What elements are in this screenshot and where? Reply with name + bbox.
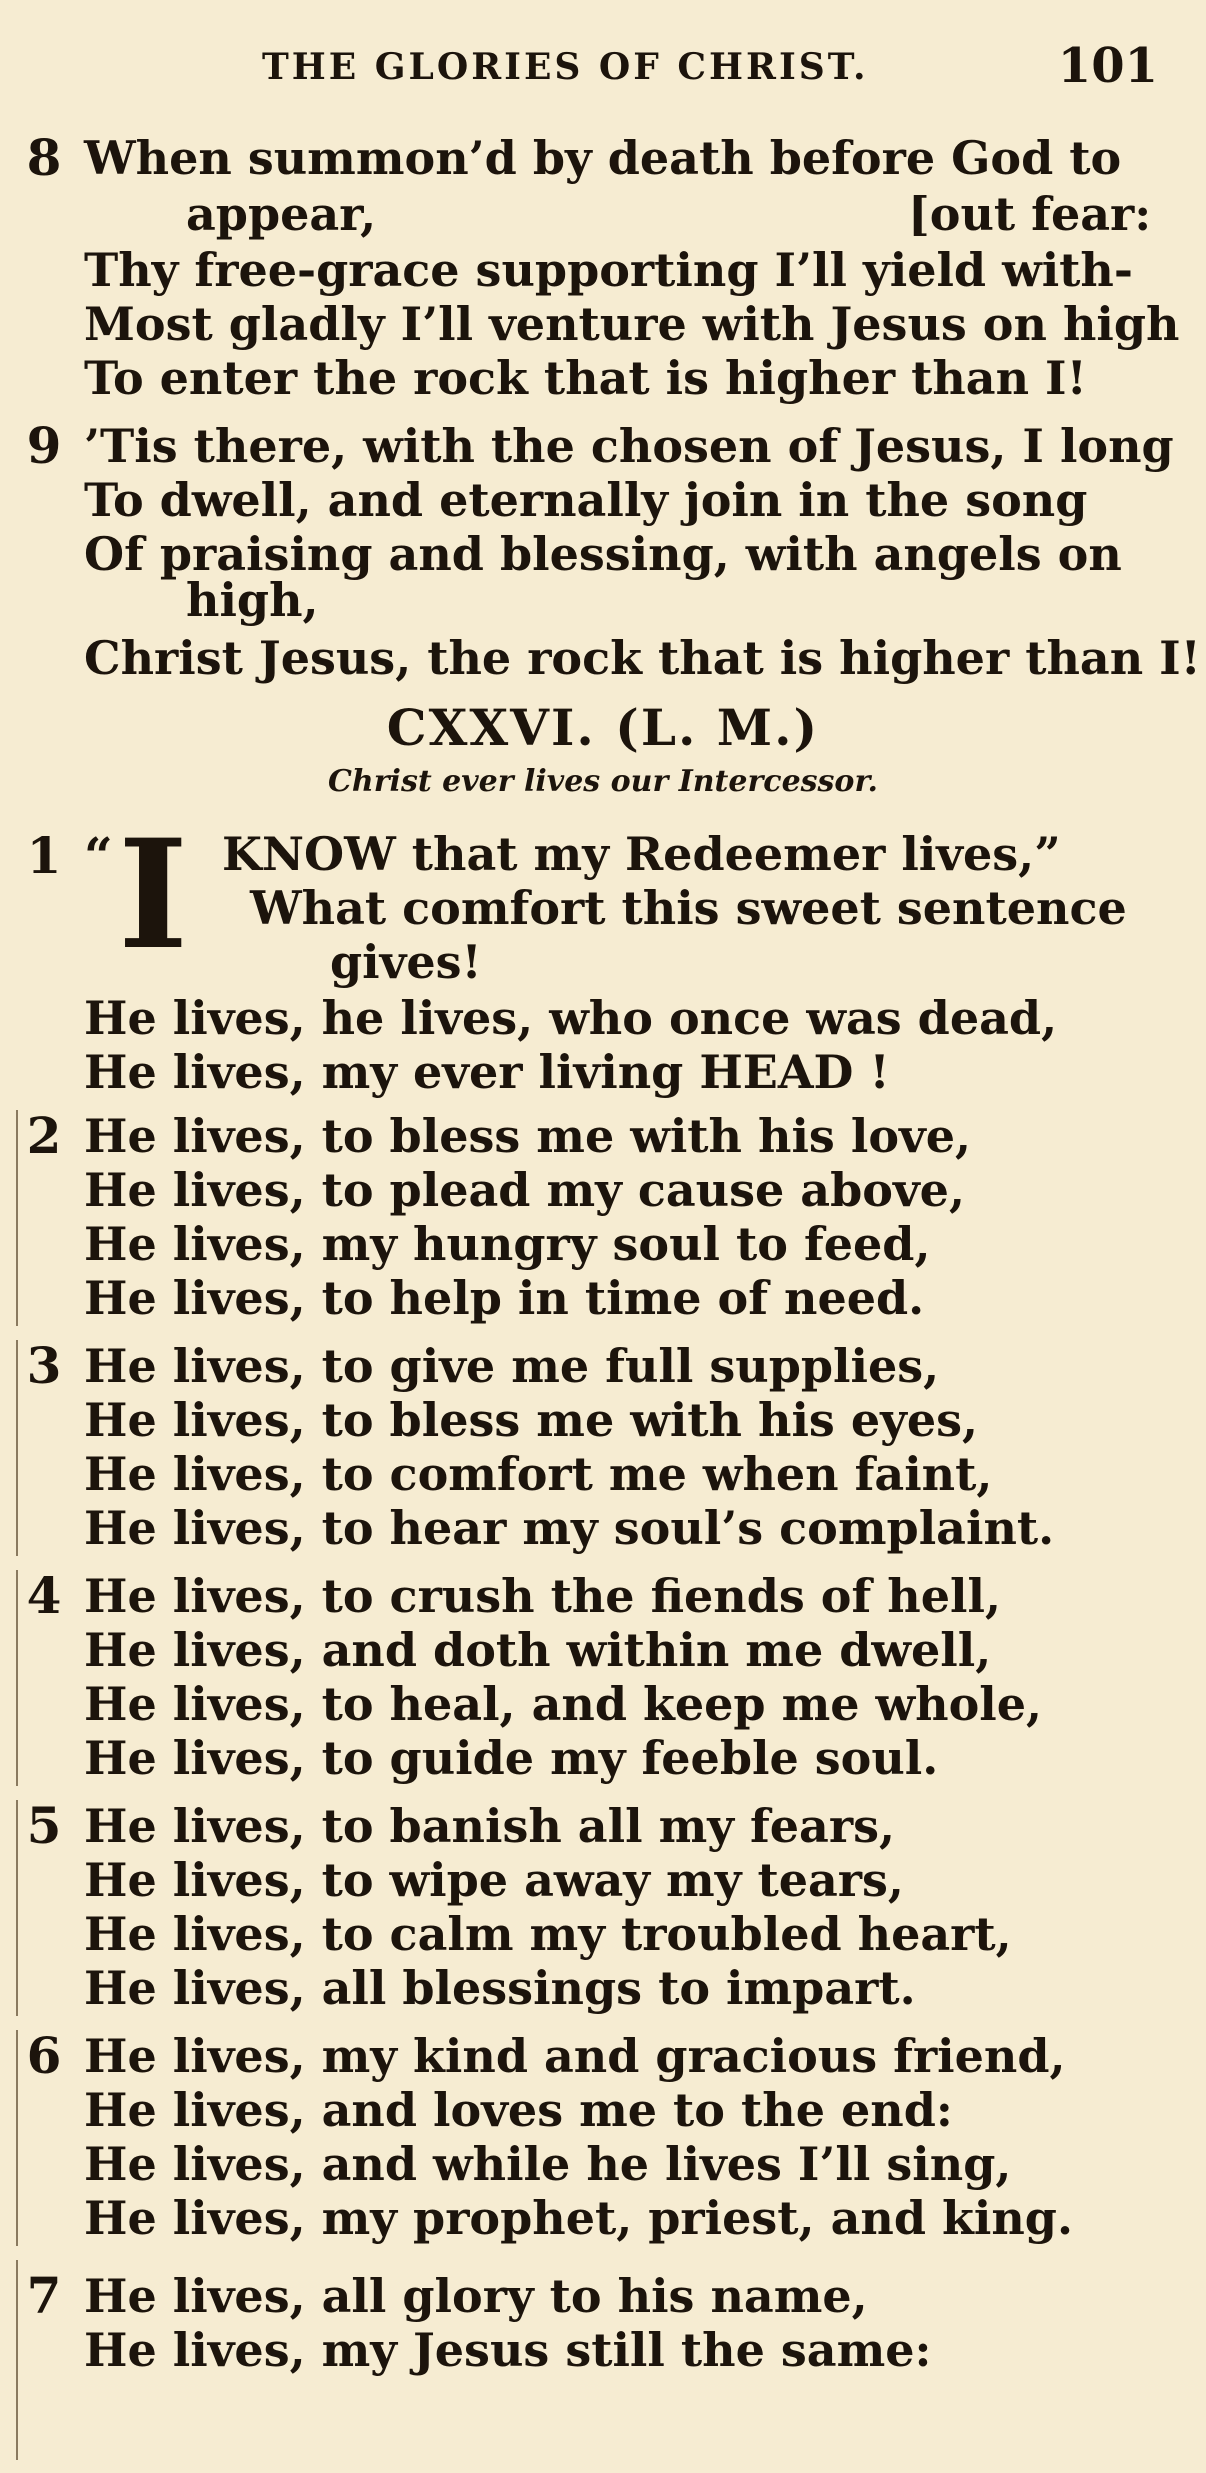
verse-line: He lives, to crush the fiends of hell, xyxy=(84,1569,1001,1623)
head-word: HEAD xyxy=(699,1045,854,1099)
verse-line: He lives, and doth within me dwell, xyxy=(84,1623,992,1677)
verse-line: He lives, to bless me with his eyes, xyxy=(84,1393,979,1447)
verse-line: He lives, my Jesus still the same: xyxy=(84,2323,932,2377)
verse-line: He lives, he lives, who once was dead, xyxy=(84,991,1058,1045)
verse-line: He lives, to guide my feeble soul. xyxy=(84,1731,939,1785)
verse-line: Christ Jesus, the rock that is higher than I! xyxy=(84,631,1201,685)
drop-cap: I xyxy=(118,807,189,983)
verse-number: 9 xyxy=(26,416,62,475)
verse-line: He lives, to plead my cause above, xyxy=(84,1163,965,1217)
verse-number: 7 xyxy=(26,2266,62,2325)
hymn-number: CXXVI. (L. M.) xyxy=(386,698,820,757)
page-header xyxy=(0,38,1206,98)
verse-line: [out fear: xyxy=(908,187,1152,241)
verse-number: 8 xyxy=(26,128,62,187)
verse-line: He lives, to comfort me when faint, xyxy=(84,1447,993,1501)
opening-quote: “ xyxy=(84,826,113,885)
verse-line: He lives, to bless me with his love, xyxy=(84,1109,972,1163)
verse-line: He lives, and while he lives I’ll sing, xyxy=(84,2137,1012,2191)
verse-line: He lives, my prophet, priest, and king. xyxy=(84,2191,1073,2245)
verse-number: 4 xyxy=(26,1566,62,1625)
verse-line: He lives, all glory to his name, xyxy=(84,2269,868,2323)
verse-line xyxy=(84,1044,890,1100)
running-title: THE GLORIES OF CHRIST. xyxy=(262,46,869,88)
exclamation: ! xyxy=(869,1045,890,1099)
verse-line: He lives, to hear my soul’s complaint. xyxy=(84,1501,1055,1555)
verse-line: He lives, to heal, and keep me whole, xyxy=(84,1677,1043,1731)
verse-line: Of praising and blessing, with angels on xyxy=(84,527,1122,581)
verse-line: He lives, to calm my troubled heart, xyxy=(84,1907,1012,1961)
verse-line: gives! xyxy=(330,935,482,989)
verse-line: He lives, to wipe away my tears, xyxy=(84,1853,904,1907)
verse-number: 5 xyxy=(26,1796,62,1855)
verse-line: He lives, to give me full supplies, xyxy=(84,1339,940,1393)
hymn-subtitle: Christ ever lives our Intercessor. xyxy=(328,764,878,799)
verse-number: 2 xyxy=(26,1106,62,1165)
verse-line: He lives, all blessings to impart. xyxy=(84,1961,916,2015)
verse-line: Most gladly I’ll venture with Jesus on high xyxy=(84,297,1180,351)
verse-number: 3 xyxy=(26,1336,62,1395)
verse-line: He lives, my hungry soul to feed, xyxy=(84,1217,931,1271)
verse-line: When summon’d by death before God to xyxy=(84,131,1122,185)
verse-line: He lives, to help in time of need. xyxy=(84,1271,925,1325)
verse-line: What comfort this sweet sentence xyxy=(250,881,1127,935)
verse-line: appear, xyxy=(186,187,377,241)
page-number: 101 xyxy=(1057,38,1158,94)
verse-line: He lives, to banish all my fears, xyxy=(84,1799,895,1853)
verse-number: 1 xyxy=(26,826,62,885)
verse-line-text: He lives, my ever living xyxy=(84,1045,684,1099)
verse-number: 6 xyxy=(26,2026,62,2085)
verse-line: He lives, my kind and gracious friend, xyxy=(84,2029,1066,2083)
verse-line: To enter the rock that is higher than I! xyxy=(84,351,1087,405)
verse-line: high, xyxy=(186,573,319,627)
verse-line: KNOW that my Redeemer lives,” xyxy=(222,827,1061,881)
verse-line: To dwell, and eternally join in the song xyxy=(84,473,1088,527)
verse-line: ’Tis there, with the chosen of Jesus, I long xyxy=(84,419,1174,473)
verse-line: He lives, and loves me to the end: xyxy=(84,2083,953,2137)
verse-line: Thy free-grace supporting I’ll yield with- xyxy=(84,243,1133,297)
